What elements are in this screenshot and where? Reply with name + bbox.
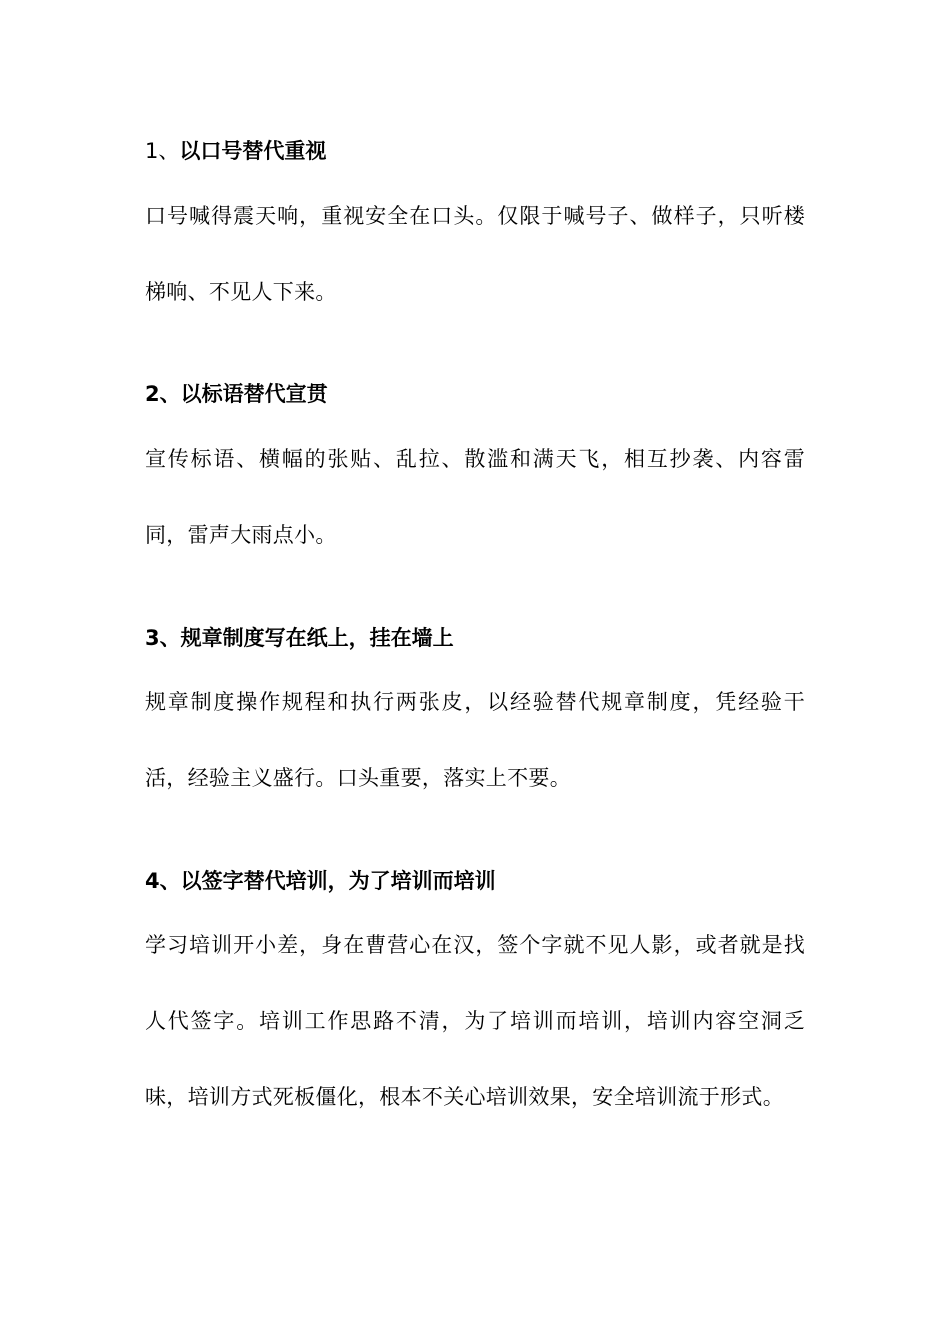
section-4-number: 4、 [145,869,181,893]
section-3-body: 规章制度操作规程和执行两张皮，以经验替代规章制度，凭经验干活，经验主义盛行。口头重要，落实上不要。 [145,690,805,790]
section-3-title: 规章制度写在纸上，挂在墙上 [180,626,454,650]
section-1-heading [145,137,805,165]
section-1-title: 以口号替代重视 [179,139,327,163]
section-3-heading [145,624,805,652]
section-1-number: 1、 [145,139,180,163]
section-2-title: 以标语替代宣贯 [180,382,328,406]
section-1-body: 口号喊得震天响，重视安全在口头。仅限于喊号子、做样子，只听楼梯响、不见人下来。 [145,204,805,304]
section-2-body: 宣传标语、横幅的张贴、乱拉、散滥和满天飞，相互抄袭、内容雷同，雷声大雨点小。 [145,447,805,547]
section-2-heading [145,380,805,408]
section-3-number: 3、 [145,626,181,650]
section-4-title: 以签字替代培训，为了培训而培训 [180,869,496,893]
section-4-body: 学习培训开小差，身在曹营心在汉，签个字就不见人影，或者就是找人代签字。培训工作思路不清，为了培训而培训，培训内容空洞乏味，培训方式死板僵化，根本不关心培训效果，安全培训流于形式。 [145,933,805,1109]
section-4-heading [145,867,805,895]
section-2-number: 2、 [145,382,181,406]
